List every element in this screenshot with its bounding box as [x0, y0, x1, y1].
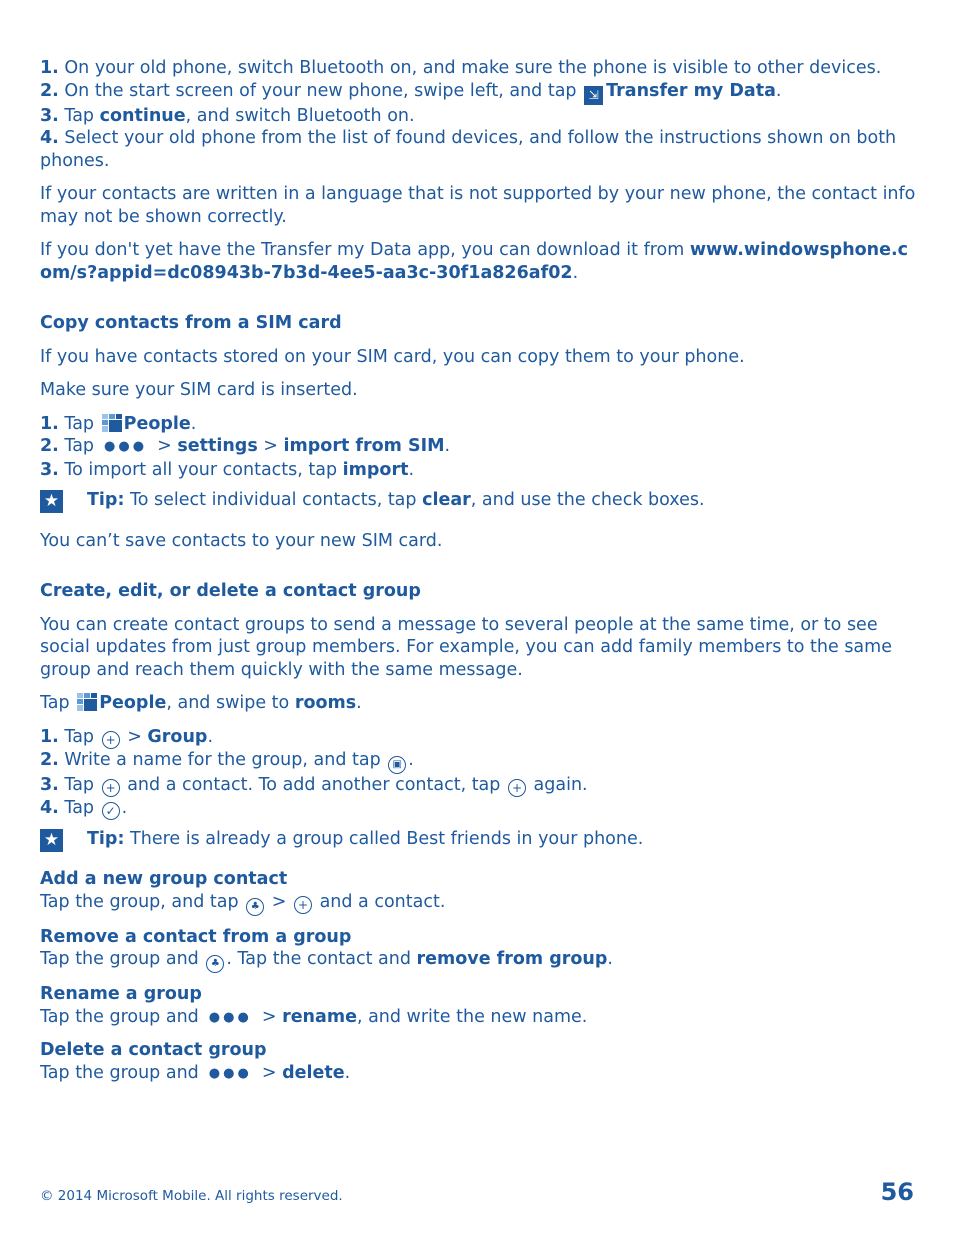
copyright-footer: © 2014 Microsoft Mobile. All rights reserved. — [40, 1188, 343, 1204]
more-icon: ●●● — [208, 1065, 252, 1081]
sim-step-3: 3. To import all your contacts, tap import. — [40, 459, 415, 480]
transfer-my-data-icon: ⇲ — [584, 86, 603, 105]
sim-step-2: 2. Tap ●●● > settings > import from SIM. — [40, 435, 920, 459]
transfer-step-3: 3. Tap continue, and switch Bluetooth on. — [40, 105, 415, 126]
download-link[interactable]: www.windowsphone.com/s?appid=dc08943b-7b3d-4ee5-aa3c-30f1a826af02 — [40, 240, 909, 283]
add-icon: + — [102, 779, 120, 797]
group-edit-icon: ♣ — [206, 955, 224, 973]
remove-group-contact: Remove a contact from a group Tap the group and ♣ . Tap the contact and remove from group. — [40, 926, 920, 974]
save-icon: ▣ — [388, 756, 406, 774]
sim-tip: ★ Tip: To select individual contacts, tap clear, and use the check boxes. — [40, 489, 920, 512]
transfer-step-4: 4. Select your old phone from the list of found devices, and follow the instructions shown on both phones. — [40, 128, 897, 171]
sim-note: You can’t save contacts to your new SIM card. — [40, 530, 443, 551]
group-tap-people: Tap People, and swipe to rooms. — [40, 693, 362, 713]
group-tip: ★ Tip: There is already a group called Best friends in your phone. — [40, 828, 920, 851]
more-icon: ●●● — [208, 1009, 252, 1025]
tip-star-icon: ★ — [40, 490, 63, 513]
check-icon: ✓ — [102, 802, 120, 820]
people-tile-icon — [77, 693, 97, 711]
delete-group: Delete a contact group Tap the group and ●●● > delete. — [40, 1039, 920, 1085]
transfer-step-2: 2. On the start screen of your new phone, swipe left, and tap ⇲ Transfer my Data. — [40, 80, 920, 105]
add-group-contact: Add a new group contact Tap the group, and tap ♣ > + and a contact. — [40, 868, 920, 916]
group-step-3: 3. Tap + and a contact. To add another contact, tap + again. — [40, 774, 588, 795]
rename-group: Rename a group Tap the group and ●●● > rename, and write the new name. — [40, 983, 920, 1029]
transfer-step-1: 1. On your old phone, switch Bluetooth on, and make sure the phone is visible to other devices. — [40, 58, 882, 78]
more-icon: ●●● — [104, 439, 148, 454]
page-content — [40, 57, 920, 1085]
group-step-2: 2. Write a name for the group, and tap ▣ . — [40, 749, 920, 774]
sim-step-1: 1. Tap People. — [40, 413, 197, 434]
sim-make-sure: Make sure your SIM card is inserted. — [40, 380, 358, 400]
add-icon: + — [102, 731, 120, 749]
page-number: 56 — [880, 1178, 914, 1206]
group-step-4: 4. Tap ✓ . — [40, 797, 128, 818]
group-heading: Create, edit, or delete a contact group — [40, 581, 421, 601]
group-edit-icon: ♣ — [246, 898, 264, 916]
add-icon: + — [508, 779, 526, 797]
sim-intro: If you have contacts stored on your SIM card, you can copy them to your phone. — [40, 346, 745, 367]
people-tile-icon — [102, 414, 122, 432]
group-intro: You can create contact groups to send a message to several people at the same time, or to see social updates from just group members. For example, you can add family members to the same group and reach them quickly with the same message. — [40, 614, 892, 680]
sim-heading: Copy contacts from a SIM card — [40, 313, 342, 333]
add-icon: + — [294, 896, 312, 914]
group-step-1: 1. Tap + > Group. — [40, 726, 214, 747]
tip-star-icon: ★ — [40, 829, 63, 852]
download-note: If you don't yet have the Transfer my Data app, you can download it from www.windowsphone.com/s?appid=dc08943b-7b3d-4ee5-aa3c-30f1a826af02. — [40, 240, 909, 283]
language-note: If your contacts are written in a language that is not supported by your new phone, the contact info may not be shown correctly. — [40, 184, 916, 227]
